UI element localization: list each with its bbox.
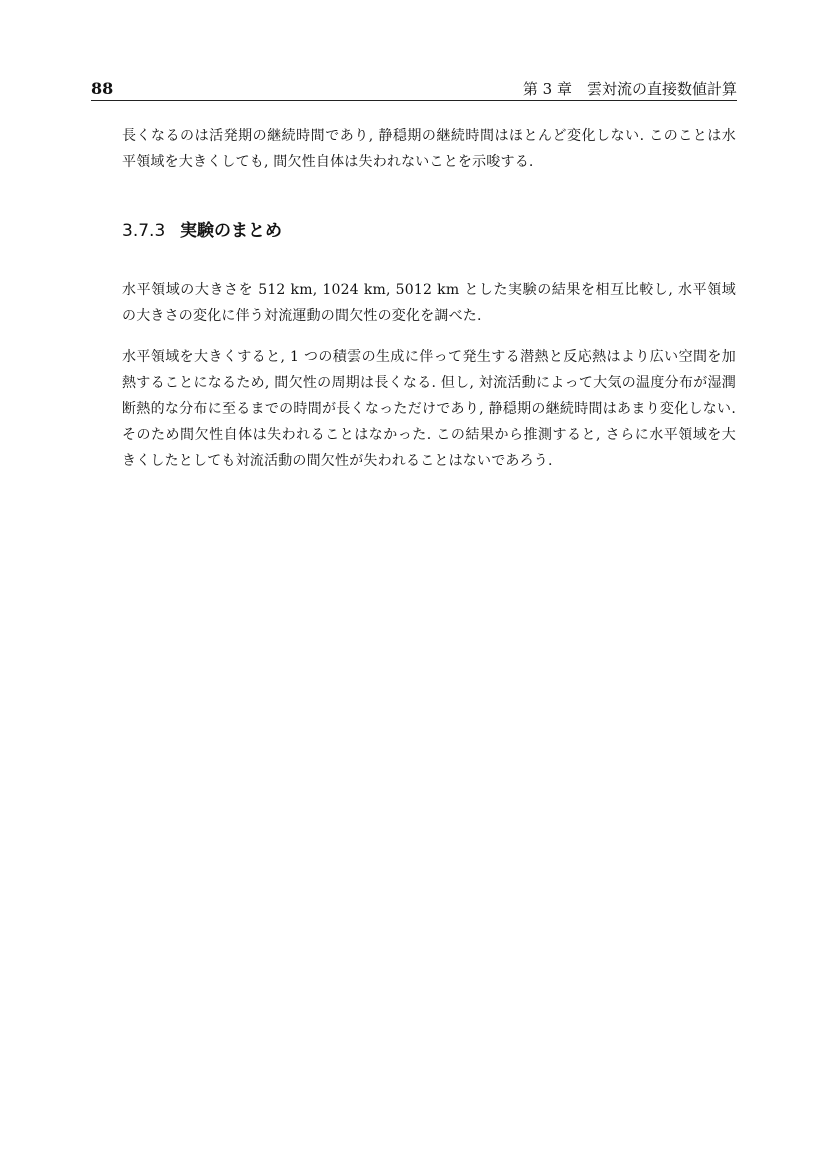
page-header [91,78,737,101]
body-paragraph-1: 水平領域の大きさを 512 km, 1024 km, 5012 km とした実験の結果を相互比較し, 水平領域の大きさの変化に伴う対流運動の間欠性の変化を調べた. [122,282,736,324]
running-chapter-title: 第 3 章 雲対流の直接数値計算 [522,80,737,98]
section-heading [122,219,282,243]
section-number: 3.7.3 [122,221,166,241]
section-title: 実験のまとめ [180,221,282,241]
intro-paragraph: 長くなるのは活発期の継続時間であり, 静穏期の継続時間はほとんど変化しない. このことは水平領域を大きくしても, 間欠性自体は失われないことを示唆する. [122,128,736,170]
body-paragraph-2: 水平領域を大きくすると, 1 つの積雲の生成に伴って発生する潜熱と反応熱はより広い空間を加熱することになるため, 間欠性の周期は長くなる. 但し, 対流活動によって大気の温度分布が湿潤断熱的な分布に至るまでの時間が長くなっただけであり, 静穏期の継続時間はあまり変化しない. そのため間欠性自体は失われることはなかった. この結果から推測すると, さらに水平領域を大きくしたとしても対流活動の間欠性が失われることはないであろう. [122,349,736,469]
page-number: 88 [91,79,114,98]
